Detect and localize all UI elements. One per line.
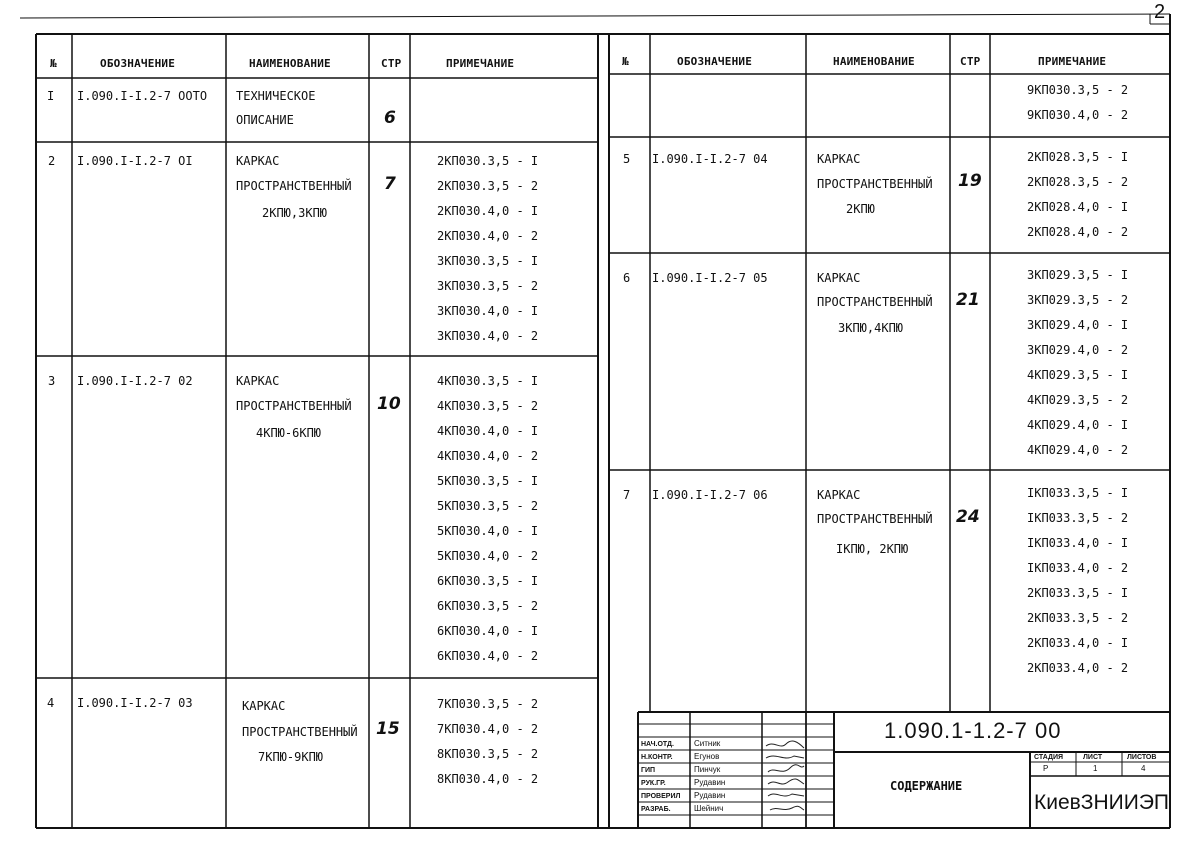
row-note: 2КП028.3,5 - I [1027, 150, 1129, 164]
row-note: 4КП030.3,5 - 2 [437, 399, 539, 413]
row-designation: I.090.I-I.2-7 03 [77, 696, 193, 710]
row-note: 6КП030.4,0 - I [437, 624, 539, 638]
organization-name: КиевЗНИИЭП [1034, 791, 1170, 814]
row-note: 2КП033.3,5 - 2 [1027, 611, 1129, 625]
document-title: СОДЕРЖАНИЕ [890, 779, 963, 793]
row-page: 6 [384, 108, 396, 128]
row-note: 2КП033.4,0 - 2 [1027, 661, 1129, 675]
row-note: IКП033.3,5 - I [1027, 486, 1129, 500]
signature-name: Шейнич [694, 804, 724, 813]
signature-role: РАЗРАБ. [641, 806, 671, 813]
header-page: СТР [381, 57, 402, 70]
row-designation: I.090.I-I.2-7 06 [652, 488, 768, 502]
row-page: 19 [958, 171, 982, 191]
row-page: 10 [377, 394, 401, 414]
stage-label: СТАДИЯ [1034, 754, 1064, 761]
row-designation: I.090.I-I.2-7 05 [652, 271, 768, 285]
row-num: I [47, 89, 55, 103]
header-note-right: ПРИМЕЧАНИЕ [1038, 55, 1107, 68]
row-note: 5КП030.4,0 - 2 [437, 549, 539, 563]
row-name-line: ОПИСАНИЕ [236, 113, 294, 127]
row-name-line: 7КПЮ-9КПЮ [258, 750, 324, 764]
sheets-label: ЛИСТОВ [1127, 754, 1157, 761]
row-note: 6КП030.3,5 - 2 [437, 599, 539, 613]
row-note: 3КП029.3,5 - I [1027, 268, 1129, 282]
row-page: 24 [956, 507, 980, 527]
row-note: 6КП030.3,5 - I [437, 574, 539, 588]
signature-role: Н.КОНТР. [641, 754, 673, 761]
signature-name: Рудавин [694, 791, 726, 800]
row-note: 2КП030.4,0 - 2 [437, 229, 539, 243]
row-note: 2КП028.4,0 - I [1027, 200, 1129, 214]
header-designation: ОБОЗНАЧЕНИЕ [100, 57, 176, 70]
signature-name: Рудавин [694, 778, 726, 787]
row-num: 4 [47, 696, 55, 710]
row-note: 6КП030.4,0 - 2 [437, 649, 539, 663]
signatures-image [764, 738, 806, 818]
row-note: 3КП030.3,5 - 2 [437, 279, 539, 293]
header-name-right: НАИМЕНОВАНИЕ [833, 55, 915, 68]
row-note: 3КП029.3,5 - 2 [1027, 293, 1129, 307]
header-name: НАИМЕНОВАНИЕ [249, 57, 331, 70]
signature-role: ПРОВЕРИЛ [641, 793, 681, 800]
document-number: 1.090.1-1.2-7 00 [884, 718, 1062, 743]
row-note: 4КП029.4,0 - I [1027, 418, 1129, 432]
row-name-line: КАРКАС [242, 699, 286, 713]
row-note: 2КП030.3,5 - 2 [437, 179, 539, 193]
row-num: 6 [623, 271, 631, 285]
row-name-line: 2КПЮ [846, 202, 875, 216]
row-name-line: ПРОСТРАНСТВЕННЫЙ [817, 512, 933, 526]
row-name-line: ТЕХНИЧЕСКОЕ [236, 89, 316, 103]
row-note: 7КП030.4,0 - 2 [437, 722, 539, 736]
signature-role: НАЧ.ОТД. [641, 741, 674, 748]
row-designation: I.090.I-I.2-7 OOTO [77, 89, 208, 103]
row-name-line: КАРКАС [817, 488, 861, 502]
row-note: 3КП030.3,5 - I [437, 254, 539, 268]
signature-name: Ситник [694, 739, 721, 748]
sheets-value: 4 [1141, 764, 1146, 773]
row-note: 4КП030.4,0 - I [437, 424, 539, 438]
row-note: 2КП028.3,5 - 2 [1027, 175, 1129, 189]
row-note: 4КП029.4,0 - 2 [1027, 443, 1129, 457]
row-note: 4КП030.3,5 - I [437, 374, 539, 388]
row-page: 15 [376, 719, 400, 739]
row-name-line: 3КПЮ,4КПЮ [838, 321, 904, 335]
row-name-line: 2КПЮ,3КПЮ [262, 206, 328, 220]
sheet-label: ЛИСТ [1083, 754, 1103, 761]
header-page-right: СТР [960, 55, 981, 68]
header-num: № [50, 57, 57, 70]
row-note: 5КП030.3,5 - I [437, 474, 539, 488]
row-name-line: КАРКАС [817, 152, 861, 166]
row-name-line: IКПЮ, 2КПЮ [836, 542, 909, 556]
row-name-line: ПРОСТРАНСТВЕННЫЙ [236, 399, 352, 413]
header-num-right: № [622, 55, 629, 68]
row-name-line: ПРОСТРАНСТВЕННЫЙ [817, 177, 933, 191]
row-note: 3КП029.4,0 - 2 [1027, 343, 1129, 357]
row-page: 21 [956, 290, 980, 310]
row-note: IКП033.4,0 - 2 [1027, 561, 1129, 575]
row-num: 3 [48, 374, 56, 388]
row-note: 2КП030.3,5 - I [437, 154, 539, 168]
row-note: 3КП029.4,0 - I [1027, 318, 1129, 332]
row-num: 5 [623, 152, 631, 166]
row-name-line: КАРКАС [236, 374, 280, 388]
row-name-line: 4КПЮ-6КПЮ [256, 426, 322, 440]
signature-role: ГИП [641, 767, 656, 774]
signature-name: Пинчук [694, 765, 721, 774]
row-note: 7КП030.3,5 - 2 [437, 697, 539, 711]
row-num: 7 [623, 488, 631, 502]
row-designation: I.090.I-I.2-7 04 [652, 152, 768, 166]
row-note: 8КП030.4,0 - 2 [437, 772, 539, 786]
header-designation-right: ОБОЗНАЧЕНИЕ [677, 55, 753, 68]
row-note: 4КП030.4,0 - 2 [437, 449, 539, 463]
row-note: IКП033.3,5 - 2 [1027, 511, 1129, 525]
stage-value: Р [1043, 764, 1049, 773]
row-note: 2КП028.4,0 - 2 [1027, 225, 1129, 239]
row-note: 9КП030.4,0 - 2 [1027, 108, 1129, 122]
row-name-line: ПРОСТРАНСТВЕННЫЙ [242, 725, 358, 739]
row-designation: I.090.I-I.2-7 OI [77, 154, 193, 168]
header-note: ПРИМЕЧАНИЕ [446, 57, 515, 70]
signature-role: РУК.ГР. [641, 780, 666, 787]
row-note: 5КП030.3,5 - 2 [437, 499, 539, 513]
row-note: 2КП033.4,0 - I [1027, 636, 1129, 650]
row-note: 3КП030.4,0 - I [437, 304, 539, 318]
row-name-line: КАРКАС [236, 154, 280, 168]
row-note: 9КП030.3,5 - 2 [1027, 83, 1129, 97]
signature-name: Егунов [694, 752, 720, 761]
row-note: 4КП029.3,5 - 2 [1027, 393, 1129, 407]
row-note: IКП033.4,0 - I [1027, 536, 1129, 550]
sheet-number: 2 [1154, 1, 1166, 23]
row-note: 5КП030.4,0 - I [437, 524, 539, 538]
sheet-value: 1 [1093, 764, 1098, 773]
row-page: 7 [384, 174, 396, 194]
row-note: 4КП029.3,5 - I [1027, 368, 1129, 382]
row-name-line: ПРОСТРАНСТВЕННЫЙ [236, 179, 352, 193]
row-note: 8КП030.3,5 - 2 [437, 747, 539, 761]
row-name-line: ПРОСТРАНСТВЕННЫЙ [817, 295, 933, 309]
row-note: 2КП030.4,0 - I [437, 204, 539, 218]
row-num: 2 [48, 154, 56, 168]
row-note: 3КП030.4,0 - 2 [437, 329, 539, 343]
row-note: 2КП033.3,5 - I [1027, 586, 1129, 600]
row-designation: I.090.I-I.2-7 02 [77, 374, 193, 388]
row-name-line: КАРКАС [817, 271, 861, 285]
